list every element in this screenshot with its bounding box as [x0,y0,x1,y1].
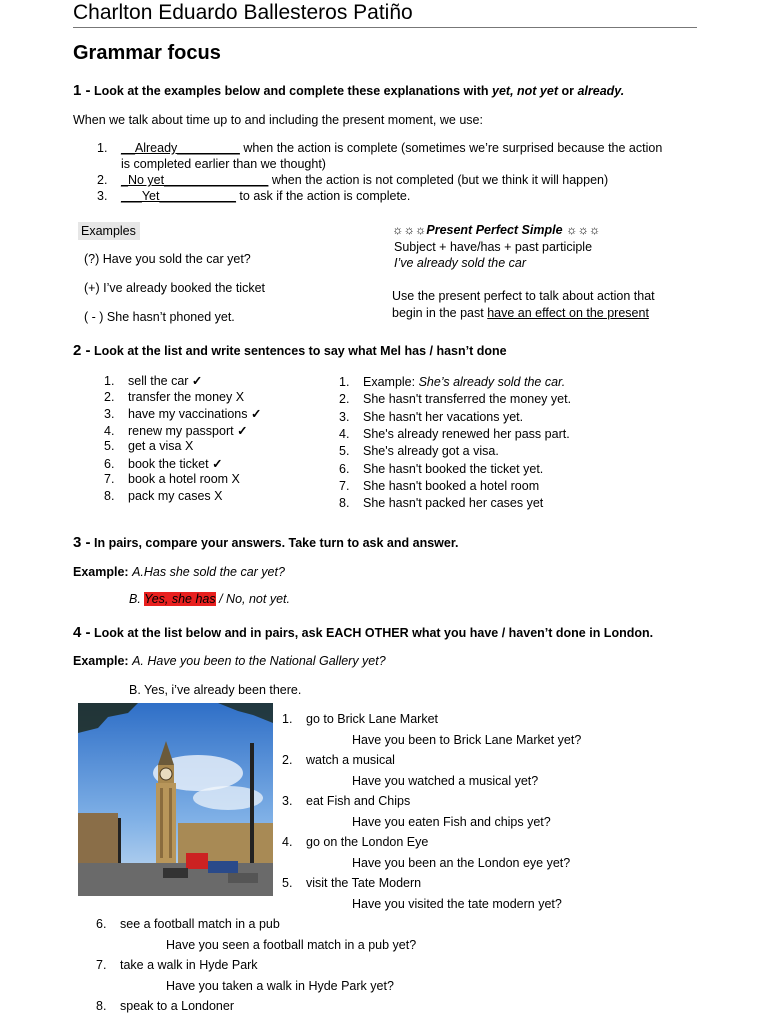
author-name: Charlton Eduardo Ballesteros Patiño [73,1,413,24]
present-perfect-title: ☼☼☼Present Perfect Simple ☼☼☼ [392,223,601,237]
activity-item: 2. watch a musical [282,753,395,767]
example-negative: ( - ) She hasn’t phoned yet. [84,310,235,324]
activity-item: 5. visit the Tate Modern [282,876,422,890]
mel-sentence: 1. Example: She’s already sold the car. [339,375,566,389]
section-3-example-a: Example: A.Has she sold the car yet? [73,565,285,579]
example-question: (?) Have you sold the car yet? [84,252,251,266]
explanation-1-cont: is completed earlier than we thought) [121,157,326,171]
check-mark-icon: ✓ [191,374,203,388]
mel-sentence: 6. She hasn't booked the ticket yet. [339,461,544,476]
mel-task: 2. transfer the money X [104,389,245,404]
activity-question: Have you taken a walk in Hyde Park yet? [166,979,394,993]
explanation-2: 2. _No yet_______________ when the action is not completed (but we think it will happen) [97,173,609,187]
mel-sentence: 3. She hasn't her vacations yet. [339,409,524,424]
check-mark-icon: ✓ [212,456,223,471]
present-perfect-example: I’ve already sold the car [394,256,527,270]
mel-sentence: 5. She's already got a visa. [339,444,499,459]
header-divider [73,27,697,28]
section-3-example-b: B. Yes, she has / No, not yet. [129,592,290,606]
explanation-1: 1. __Already_________ when the action is complete (sometimes we’re surprised because the action [97,141,663,155]
mel-task: 3. have my vaccinations ✓ [104,407,262,421]
section-2-heading: 2 - Look at the list and write sentences to say what Mel has / hasn’t done [73,342,507,359]
activity-question: Have you been an the London eye yet? [352,856,571,870]
explanation-3: 3. ___Yet___________ to ask if the action is complete. [97,189,411,203]
section-1-text: Look at the examples below and complete these explanations with [94,84,493,98]
activity-item: 3. eat Fish and Chips [282,794,411,808]
mel-task: 1. sell the car ✓ [104,374,203,388]
section-4-example-a: Example: A. Have you been to the National Gallery yet? [73,654,386,668]
big-ben-photo [78,703,273,896]
highlighted-answer: Yes, she has [144,592,216,606]
present-perfect-use-2: begin in the past have an effect on the present [392,306,649,320]
examples-label: Examples [81,224,136,238]
cross-mark-icon: X [184,439,194,453]
section-1-number: 1 - [73,82,91,99]
answer-blank-3: ___Yet___________ [121,189,236,203]
activity-item: 6. see a football match in a pub [96,917,280,931]
check-mark-icon: ✓ [250,407,262,421]
mel-sentence: 2. She hasn't transferred the money yet. [339,392,572,407]
mel-task: 8. pack my cases X [104,488,223,503]
mel-task: 6. book the ticket ✓ [104,456,223,471]
section-4-heading: 4 - Look at the list below and in pairs, ask EACH OTHER what you have / haven’t done in London. [73,624,654,641]
activity-item: 1. go to Brick Lane Market [282,712,439,726]
mel-task: 4. renew my passport ✓ [104,423,248,438]
section-3-heading: 3 - In pairs, compare your answers. Take turn to ask and answer. [73,534,459,551]
present-perfect-use-1: Use the present perfect to talk about action that [392,289,655,303]
mel-sentence: 7. She hasn't booked a hotel room [339,478,540,493]
present-perfect-formula: Subject + have/has + past participle [394,240,593,254]
section-1-heading [73,82,624,99]
mel-sentence: 4. She's already renewed her pass part. [339,426,570,441]
activity-item: 4. go on the London Eye [282,835,429,849]
answer-blank-2: _No yet_______________ [121,173,269,187]
answer-blank-1: __Already_________ [121,141,240,155]
mel-task: 5. get a visa X [104,439,194,453]
mel-task: 7. book a hotel room X [104,472,240,486]
activity-question: Have you eaten Fish and chips yet? [352,815,551,829]
section-1-text-already: already. [577,84,625,98]
section-4-example-b: B. Yes, i’ve already been there. [129,683,302,697]
section-1-text-or: or [558,84,578,98]
activity-item: 8. speak to a Londoner [96,999,234,1013]
example-positive: (+) I’ve already booked the ticket [84,281,265,295]
activity-question: Have you seen a football match in a pub yet? [166,938,417,952]
section-1-text-italic: yet, not yet [492,84,559,98]
activity-question: Have you watched a musical yet? [352,774,539,788]
cross-mark-icon: X [235,389,245,404]
mel-sentence: 8. She hasn't packed her cases yet [339,496,544,511]
section-1-intro: When we talk about time up to and including the present moment, we use: [73,113,483,127]
cross-mark-icon: X [214,488,223,503]
cross-mark-icon: X [231,472,240,486]
activity-item: 7. take a walk in Hyde Park [96,958,258,972]
activity-question: Have you been to Brick Lane Market yet? [352,733,582,747]
activity-question: Have you visited the tate modern yet? [352,897,562,911]
page-title: Grammar focus [73,42,221,64]
check-mark-icon: ✓ [237,423,248,438]
